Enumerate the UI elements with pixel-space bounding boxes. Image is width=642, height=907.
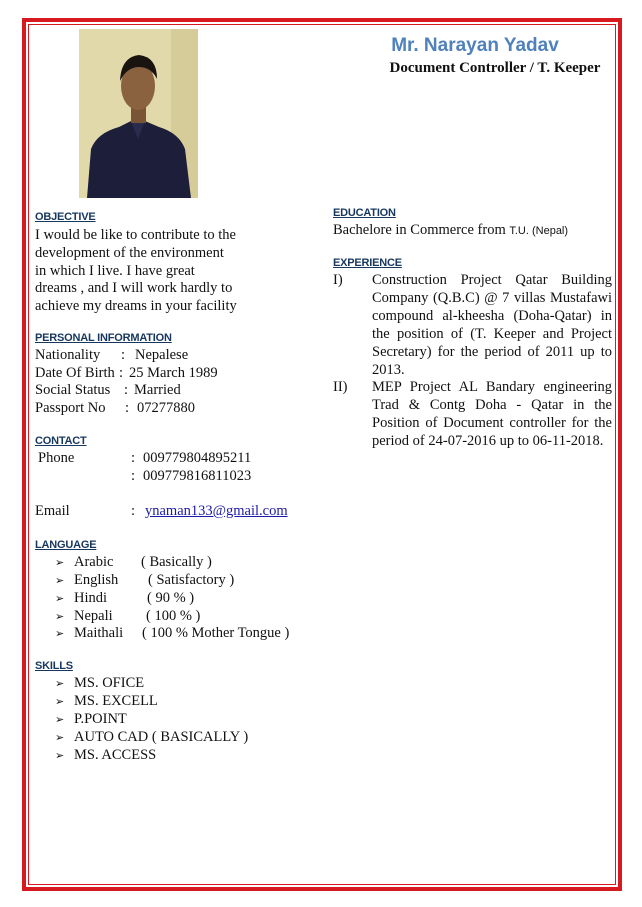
personal-info-heading: PERSONAL INFORMATION xyxy=(35,332,172,344)
objective-line: I would be like to contribute to the xyxy=(35,227,236,243)
language-heading: LANGUAGE xyxy=(35,539,97,551)
skill-item xyxy=(55,674,144,693)
email-label: Email xyxy=(35,503,70,519)
personal-label: Social Status xyxy=(35,382,111,398)
experience-heading: EXPERIENCE xyxy=(333,257,402,269)
arrowhead-bullet-icon: ➢ xyxy=(55,592,65,605)
skill-name: MS. ACCESS xyxy=(74,747,157,763)
personal-value: 25 March 1989 xyxy=(129,365,218,381)
experience-number: I) xyxy=(333,272,343,288)
contact-email-row: Email : ynaman133@gmail.com xyxy=(35,503,288,519)
skill-name: P.POINT xyxy=(74,711,127,727)
contact-heading: CONTACT xyxy=(35,435,87,447)
experience-item xyxy=(333,379,612,451)
experience-description: Construction Project Qatar Building Company (Q.B.C) @ 7 villas Mustafawi compound al-kheesha (Doha-Qatar) in the position of (T. Keeper and Project Secretary) for the period of 2011 up to 2013. xyxy=(372,272,612,378)
language-item xyxy=(55,553,212,572)
experience-item xyxy=(333,272,612,379)
education-heading: EDUCATION xyxy=(333,207,396,219)
objective-text xyxy=(35,227,237,316)
language-level: ( Basically ) xyxy=(141,554,212,570)
language-name: Arabic xyxy=(74,554,114,570)
objective-line: development of the environment xyxy=(35,244,224,261)
candidate-name: Mr. Narayan Yadav xyxy=(391,35,559,56)
candidate-title: Document Controller / T. Keeper xyxy=(389,60,601,76)
contact-phone-row: Phone : 009779804895211 xyxy=(38,450,252,466)
arrowhead-bullet-icon: ➢ xyxy=(55,574,65,587)
personal-value: 07277880 xyxy=(137,400,195,416)
experience-number: II) xyxy=(333,379,348,395)
objective-line: dreams , and I will work hardly to xyxy=(35,280,233,297)
phone-label: Phone xyxy=(38,450,75,466)
language-level: ( 90 % ) xyxy=(147,590,195,606)
skill-item xyxy=(55,692,158,711)
objective-heading: OBJECTIVE xyxy=(35,211,96,223)
education-text xyxy=(333,222,568,241)
skill-item xyxy=(55,710,127,729)
arrowhead-bullet-icon: ➢ xyxy=(55,749,65,762)
experience-description: MEP Project AL Bandary engineering Trad & Contg Doha - Qatar in the Position of Document controller for the period of 24-07-2016 up to 06-11-2018. xyxy=(372,379,612,449)
language-name: Nepali xyxy=(74,608,113,624)
arrowhead-bullet-icon: ➢ xyxy=(55,695,65,708)
personal-label: Passport No xyxy=(35,400,106,416)
skill-item xyxy=(55,746,156,765)
arrowhead-bullet-icon: ➢ xyxy=(55,713,65,726)
language-item xyxy=(55,589,194,608)
email-link[interactable]: ynaman133@gmail.com xyxy=(145,503,288,519)
objective-line: achieve my dreams in your facility xyxy=(35,298,237,315)
personal-row-passport: Passport No : 07277880 xyxy=(35,400,195,416)
profile-photo-illustration xyxy=(79,29,198,198)
education-institution: T.U. (Nepal) xyxy=(509,225,569,237)
personal-value: Nepalese xyxy=(135,347,189,363)
language-level: ( 100 % Mother Tongue ) xyxy=(142,625,290,641)
language-item xyxy=(55,571,234,590)
skill-name: AUTO CAD ( BASICALLY ) xyxy=(74,729,249,745)
objective-line: in which I live. I have great xyxy=(35,262,195,279)
skill-name: MS. EXCELL xyxy=(74,693,158,709)
arrowhead-bullet-icon: ➢ xyxy=(55,677,65,690)
arrowhead-bullet-icon: ➢ xyxy=(55,556,65,569)
language-level: ( Satisfactory ) xyxy=(148,572,235,588)
education-degree: Bachelore in Commerce from xyxy=(333,222,506,238)
language-item xyxy=(55,624,289,643)
skill-name: MS. OFICE xyxy=(74,675,145,691)
arrowhead-bullet-icon: ➢ xyxy=(55,610,65,623)
arrowhead-bullet-icon: ➢ xyxy=(55,627,65,640)
personal-row-nationality: Nationality : Nepalese xyxy=(35,347,189,363)
phone-value: 009779804895211 xyxy=(143,450,252,466)
contact-phone-row-2: : 009779816811023 xyxy=(131,468,252,484)
language-name: Maithali xyxy=(74,625,124,641)
personal-label: Nationality xyxy=(35,347,101,363)
arrowhead-bullet-icon: ➢ xyxy=(55,731,65,744)
language-level: ( 100 % ) xyxy=(146,608,201,624)
personal-label: Date Of Birth xyxy=(35,365,115,381)
personal-value: Married xyxy=(134,382,181,398)
phone-value: 009779816811023 xyxy=(143,468,252,484)
personal-row-social-status: Social Status : Married xyxy=(35,382,181,398)
skills-heading: SKILLS xyxy=(35,660,73,672)
skill-item xyxy=(55,728,248,747)
language-name: Hindi xyxy=(74,590,108,606)
profile-photo xyxy=(79,29,198,198)
language-name: English xyxy=(74,572,119,588)
personal-row-dob: Date Of Birth : 25 March 1989 xyxy=(35,365,218,381)
